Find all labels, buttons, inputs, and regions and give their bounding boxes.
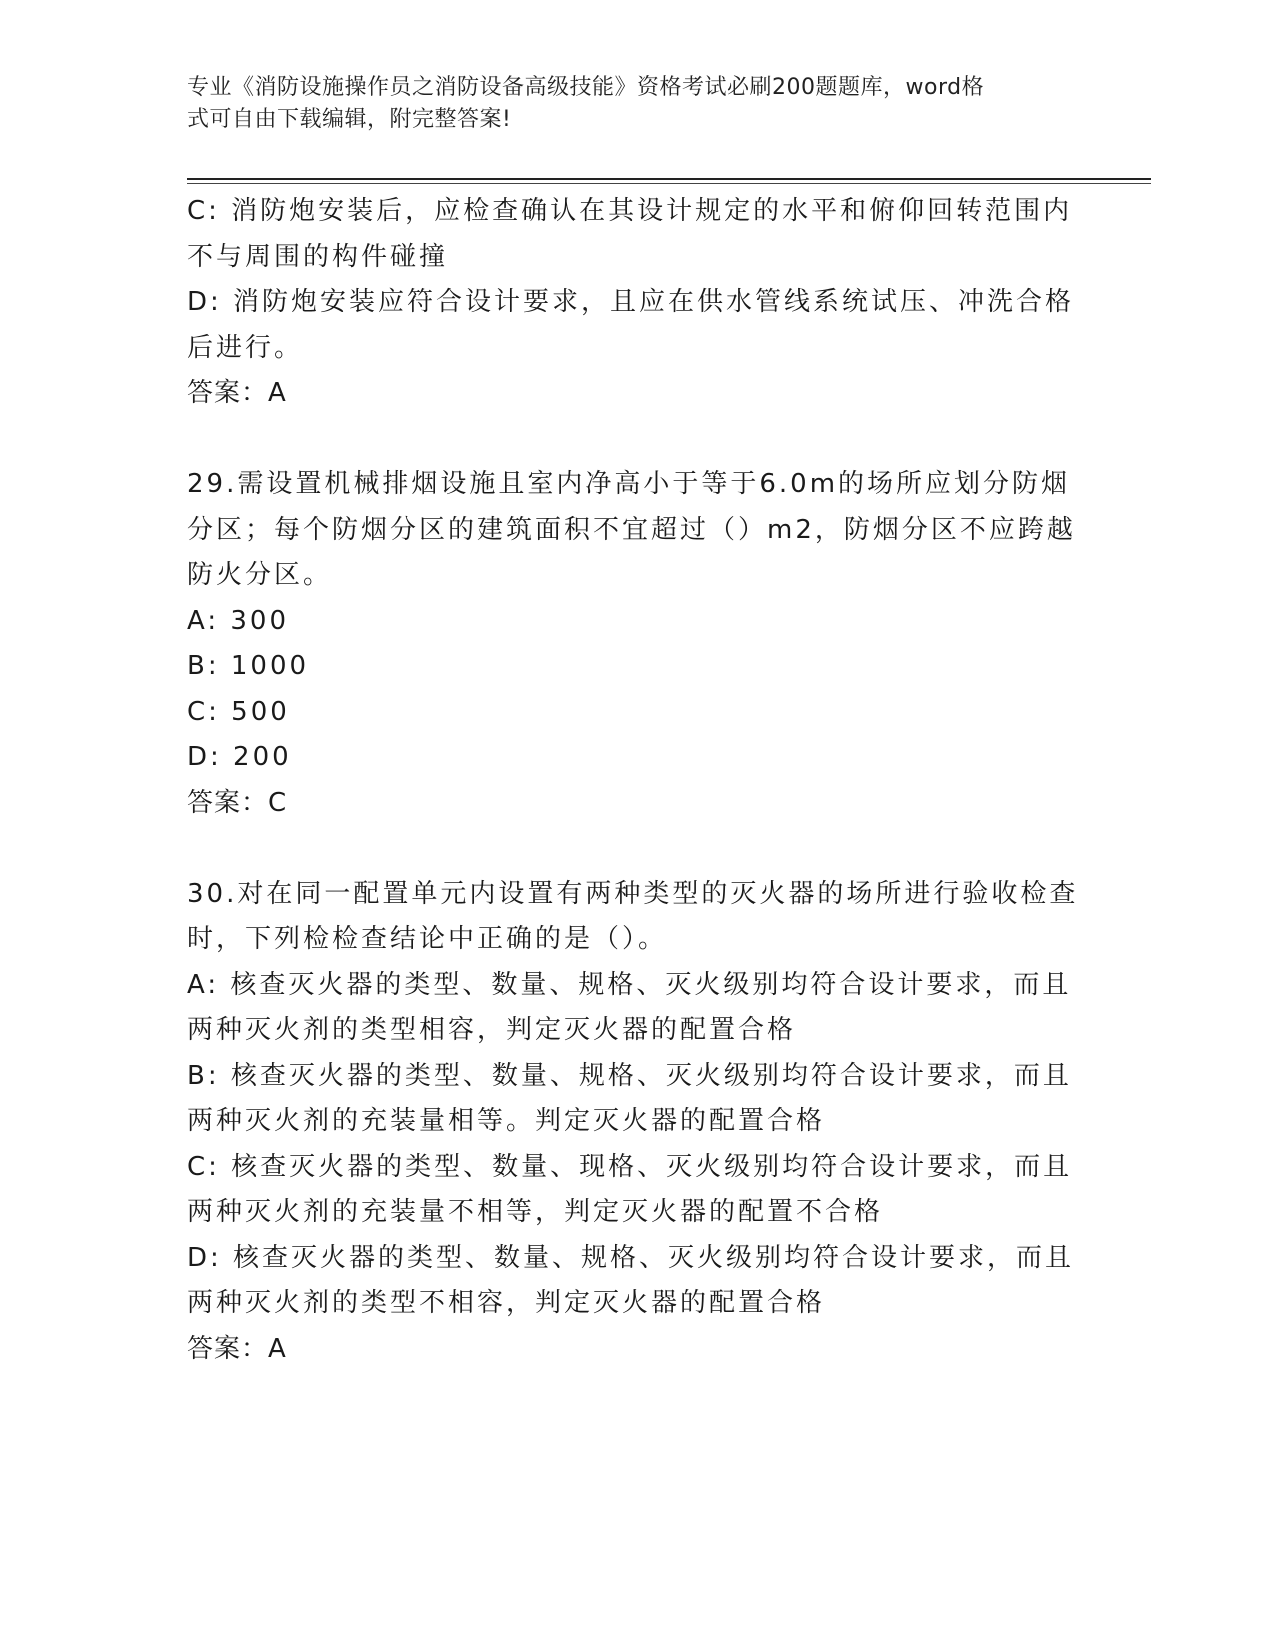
option-text-line: 两种灭火剂的充装量不相等，判定灭火器的配置不合格 [187,1197,884,1227]
header-divider-thick [187,178,1151,180]
document-header [187,72,1067,136]
stem-line: 29.需设置机械排烟设施且室内净高小于等于6.0m的场所应划分防烟 [187,469,1071,499]
option-text-line: 不与周围的构件碰撞 [187,241,449,272]
q30-answer: 答案：A [187,1333,287,1364]
q29-option-a: A: 300 [187,605,289,636]
header-line-1: 专业《消防设施操作员之消防设备高级技能》资格考试必刷200题题库，word格 [187,75,985,100]
q29-option-b: B: 1000 [187,651,310,681]
q29-option-d: D: 200 [187,742,292,772]
question-30-stem [187,872,1077,963]
header-divider-thin [187,183,1151,184]
stem-line: 时，下列检检查结论中正确的是（）。 [187,924,668,954]
option-text-line: D: 核查灭火器的类型、数量、规格、灭火级别均符合设计要求，而且 [187,1242,1075,1273]
q30-option-d [187,1236,1077,1327]
question-29 [187,462,1077,826]
q29-answer: 答案：C [187,787,288,818]
prev-question-block [187,189,1077,417]
prev-answer: 答案：A [187,378,287,408]
q30-option-a [187,963,1077,1054]
question-30 [187,872,1077,1373]
stem-line: 防火分区。 [187,560,333,590]
header-line-2: 式可自由下载编辑，附完整答案! [187,107,512,132]
option-text-line: 后进行。 [187,332,304,363]
option-text-line: A: 核查灭火器的类型、数量、规格、灭火级别均符合设计要求，而且 [187,969,1072,1000]
prev-option-c [187,189,1077,280]
prev-option-d [187,280,1077,371]
question-29-stem [187,462,1077,599]
stem-line: 分区；每个防烟分区的建筑面积不宜超过（）m2，防烟分区不应跨越 [187,514,1076,545]
document-body [187,189,1077,1372]
q29-option-c: C: 500 [187,696,290,727]
option-text-line: 两种灭火剂的类型不相容，判定灭火器的配置合格 [187,1288,826,1318]
spacer [187,826,1077,872]
option-text-line: B: 核查灭火器的类型、数量、规格、灭火级别均符合设计要求，而且 [187,1060,1072,1091]
q30-option-b [187,1054,1077,1145]
option-text-line: D: 消防炮安装应符合设计要求，且应在供水管线系统试压、冲洗合格 [187,287,1075,317]
spacer [187,417,1077,463]
option-text-line: C: 消防炮安装后，应检查确认在其设计规定的水平和俯仰回转范围内 [187,196,1073,226]
q30-option-c [187,1145,1077,1236]
option-text-line: 两种灭火剂的充装量相等。判定灭火器的配置合格 [187,1106,826,1136]
option-text-line: 两种灭火剂的类型相容，判定灭火器的配置合格 [187,1015,797,1045]
stem-line: 30.对在同一配置单元内设置有两种类型的灭火器的场所进行验收检查 [187,878,1079,909]
option-text-line: C: 核查灭火器的类型、数量、现格、灭火级别均符合设计要求，而且 [187,1151,1073,1182]
